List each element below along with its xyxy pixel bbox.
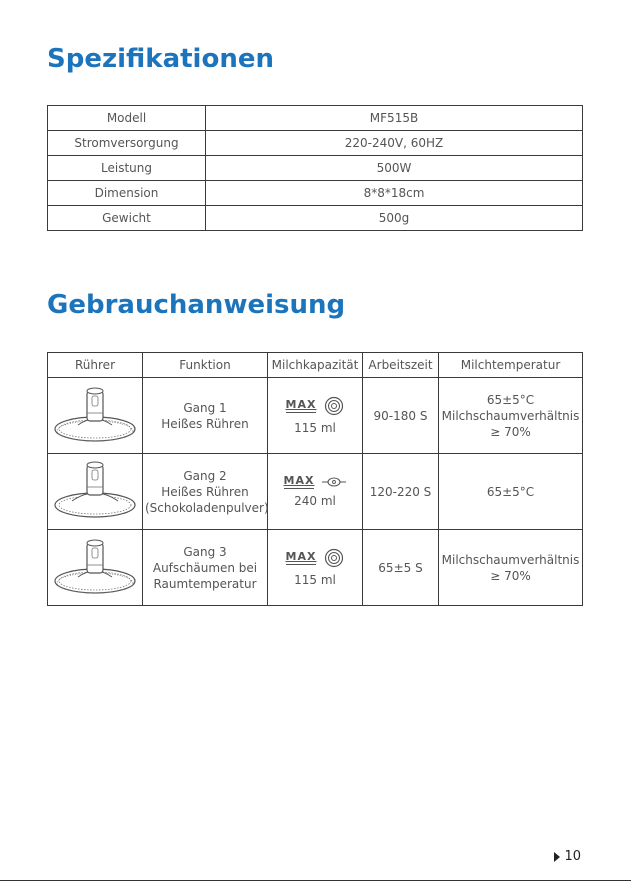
- spec-value: 500W: [206, 156, 583, 181]
- function-cell: [143, 454, 268, 530]
- table-row: [48, 131, 583, 156]
- function-cell: [143, 530, 268, 606]
- col-header-temp: Milchtemperatur: [439, 353, 583, 378]
- function-line: Heißes Rühren: [161, 416, 249, 431]
- spec-label: Gewicht: [48, 206, 206, 231]
- whisk-cell: [48, 378, 143, 454]
- whisk-cell: [48, 454, 143, 530]
- capacity-cell: [268, 454, 363, 530]
- spec-label: Modell: [48, 106, 206, 131]
- capacity-value: 115 ml: [294, 572, 336, 587]
- whisk-cell: [48, 530, 143, 606]
- bottom-divider: [0, 880, 631, 881]
- function-line: Gang 3: [183, 544, 227, 559]
- time-cell: 65±5 S: [363, 530, 439, 606]
- table-row: [48, 106, 583, 131]
- whisk-stirrer-icon: [52, 459, 138, 525]
- spec-heading: Spezifikationen: [47, 44, 274, 74]
- spec-value: MF515B: [206, 106, 583, 131]
- table-row: [48, 454, 583, 530]
- col-header-whisk: Rührer: [48, 353, 143, 378]
- temp-cell: [439, 454, 583, 530]
- temp-cell: [439, 530, 583, 606]
- whisk-frother-icon: [52, 535, 138, 601]
- usage-table: [47, 352, 583, 606]
- table-row: [48, 530, 583, 606]
- spec-label: Leistung: [48, 156, 206, 181]
- page-number: [554, 849, 581, 864]
- capacity-cell: [268, 530, 363, 606]
- max-fill-label: MAX: [285, 397, 317, 411]
- foam-disc-icon: [324, 396, 344, 416]
- table-row: [48, 378, 583, 454]
- time-cell: 90-180 S: [363, 378, 439, 454]
- triangle-right-icon: [554, 852, 560, 862]
- col-header-function: Funktion: [143, 353, 268, 378]
- whisk-frother-icon: [52, 383, 138, 449]
- temp-line: 65±5°C: [486, 484, 535, 499]
- spec-label: Dimension: [48, 181, 206, 206]
- spec-table: [47, 105, 583, 231]
- function-line: Gang 2: [183, 468, 227, 483]
- temp-line: Milchschaumverhältnis: [441, 408, 580, 423]
- spec-label: Stromversorgung: [48, 131, 206, 156]
- table-row: [48, 181, 583, 206]
- function-line: (Schokoladenpulver): [145, 500, 269, 515]
- col-header-time: Arbeitszeit: [363, 353, 439, 378]
- stir-disc-icon: [322, 475, 346, 489]
- temp-cell: [439, 378, 583, 454]
- spec-value: 220-240V, 60HZ: [206, 131, 583, 156]
- capacity-value: 240 ml: [294, 493, 336, 508]
- function-cell: [143, 378, 268, 454]
- function-line: Aufschäumen bei: [152, 560, 258, 575]
- spec-value: 8*8*18cm: [206, 181, 583, 206]
- function-line: Heißes Rühren: [161, 484, 249, 499]
- capacity-cell: [268, 378, 363, 454]
- capacity-value: 115 ml: [294, 420, 336, 435]
- temp-line: ≥ 70%: [490, 424, 531, 439]
- table-header-row: [48, 353, 583, 378]
- usage-heading: Gebrauchanweisung: [47, 290, 346, 320]
- time-cell: 120-220 S: [363, 454, 439, 530]
- foam-disc-icon: [324, 548, 344, 568]
- function-line: Gang 1: [183, 400, 227, 415]
- temp-line: ≥ 70%: [490, 568, 531, 583]
- page-number-text: 10: [564, 849, 581, 864]
- max-fill-label: MAX: [285, 549, 317, 563]
- function-line: Raumtemperatur: [153, 576, 257, 591]
- table-row: [48, 206, 583, 231]
- temp-line: 65±5°C: [486, 392, 535, 407]
- spec-value: 500g: [206, 206, 583, 231]
- max-fill-label: MAX: [283, 473, 315, 487]
- table-row: [48, 156, 583, 181]
- col-header-capacity: Milchkapazität: [268, 353, 363, 378]
- temp-line: Milchschaumverhältnis: [441, 552, 580, 567]
